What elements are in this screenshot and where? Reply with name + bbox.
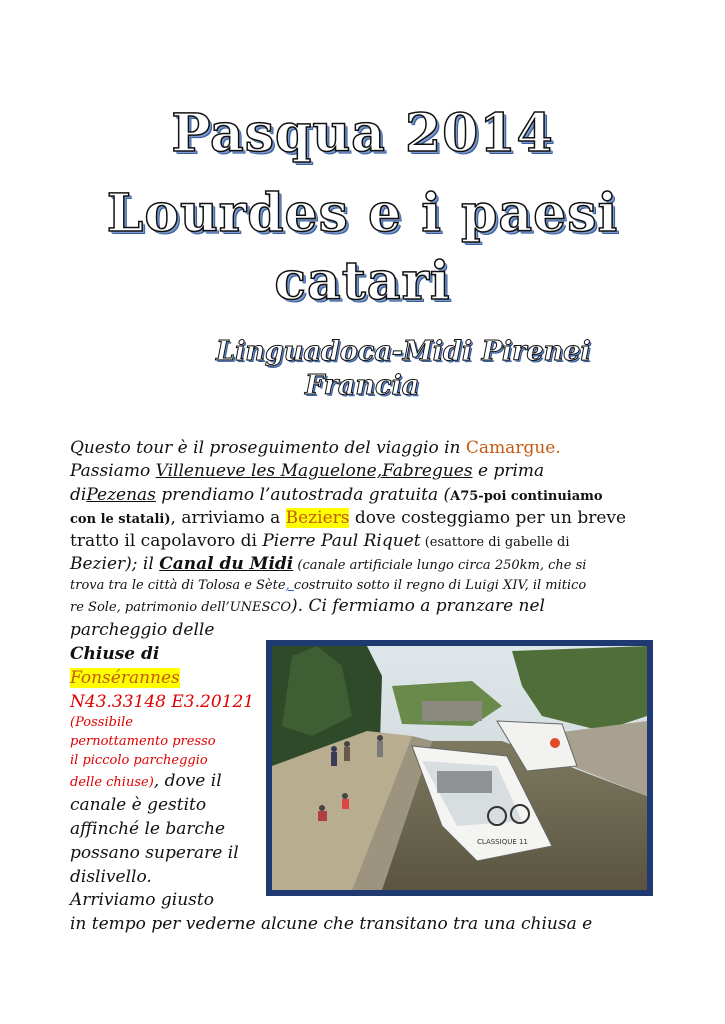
body-line [70,533,570,550]
text: dove costeggiamo per un breve [349,508,627,528]
body-line [70,510,626,527]
canal-du-midi: Canal du Midi [159,554,294,574]
body-line [70,556,586,573]
title-line-3: catari [274,251,451,312]
body-line: in tempo per vederne alcune che transitano tra una chiusa e [70,914,593,934]
canal-lock-photo [266,640,653,896]
text: tratto il capolavoro di [70,531,263,551]
text: , dove il [153,771,222,791]
link-comma: , [285,578,294,593]
text: ). Ci fermiamo a pranzare nel [291,596,545,616]
body-line: parcheggio delle [70,620,215,640]
text: Questo tour è il proseguimento del viaggio in [70,438,466,458]
text: Bezier); il [70,554,160,574]
title-line-1: Pasqua 2014 [171,103,554,164]
text: Passiamo [70,461,156,481]
subtitle-country: Francia [305,370,420,401]
place-fonserannes [70,670,180,687]
text: trova tra le città di Tolosa e Sète [70,578,286,593]
place-beziers: Beziers [285,508,350,528]
place-camargue: Camargue. [465,438,561,458]
text: e prima [472,461,545,481]
text: re Sole, patrimonio dell’UNESCO [70,600,291,615]
place-pezenas: Pezenas [86,485,156,505]
body-line: affinché le barche [70,819,226,839]
title-line-2: Lourdes e i paesi [106,183,619,244]
body-line [70,579,586,592]
body-line: Arriviamo giusto [70,890,214,910]
body-line [70,440,561,457]
road-note: A75-poi continuiamo [450,489,603,504]
text: prendiamo l’autostrada gratuita ( [155,485,451,505]
boat-label: CLASSIQUE 11 [477,838,528,846]
text: costruito sotto il regno di Luigi XIV, il mitico [293,578,587,593]
body-line [70,487,603,504]
text: (esattore di gabelle di [420,535,570,550]
note-line: pernottamento presso [70,734,216,749]
text: di [70,485,87,505]
note-line: (Possibile [70,715,133,730]
place-chiuse: Chiuse di [70,644,160,664]
photo-canal-boats [272,646,647,890]
body-line [70,598,545,615]
subtitle-region: Linguadoca-Midi Pirenei [216,336,591,367]
text: (canale artificiale lungo circa 250km, che si [293,558,587,573]
body-line: possano superare il [70,843,239,863]
gps-coordinates: N43.33148 E3.20121 [70,692,255,712]
note-line: delle chiuse) [70,775,154,790]
place-names: Villenueve les Maguelone,Fabregues [155,461,473,481]
body-line: dislivello. [70,867,152,887]
road-note: con le statali) [70,512,171,527]
note-line: il piccolo parcheggio [70,753,208,768]
highlight-fonserannes: Fonsérannes [70,668,180,688]
body-line [70,773,222,790]
text: , arriviamo a [170,508,286,528]
person-riquet: Pierre Paul Riquet [262,531,421,551]
body-line: canale è gestito [70,795,207,815]
body-line [70,463,544,480]
